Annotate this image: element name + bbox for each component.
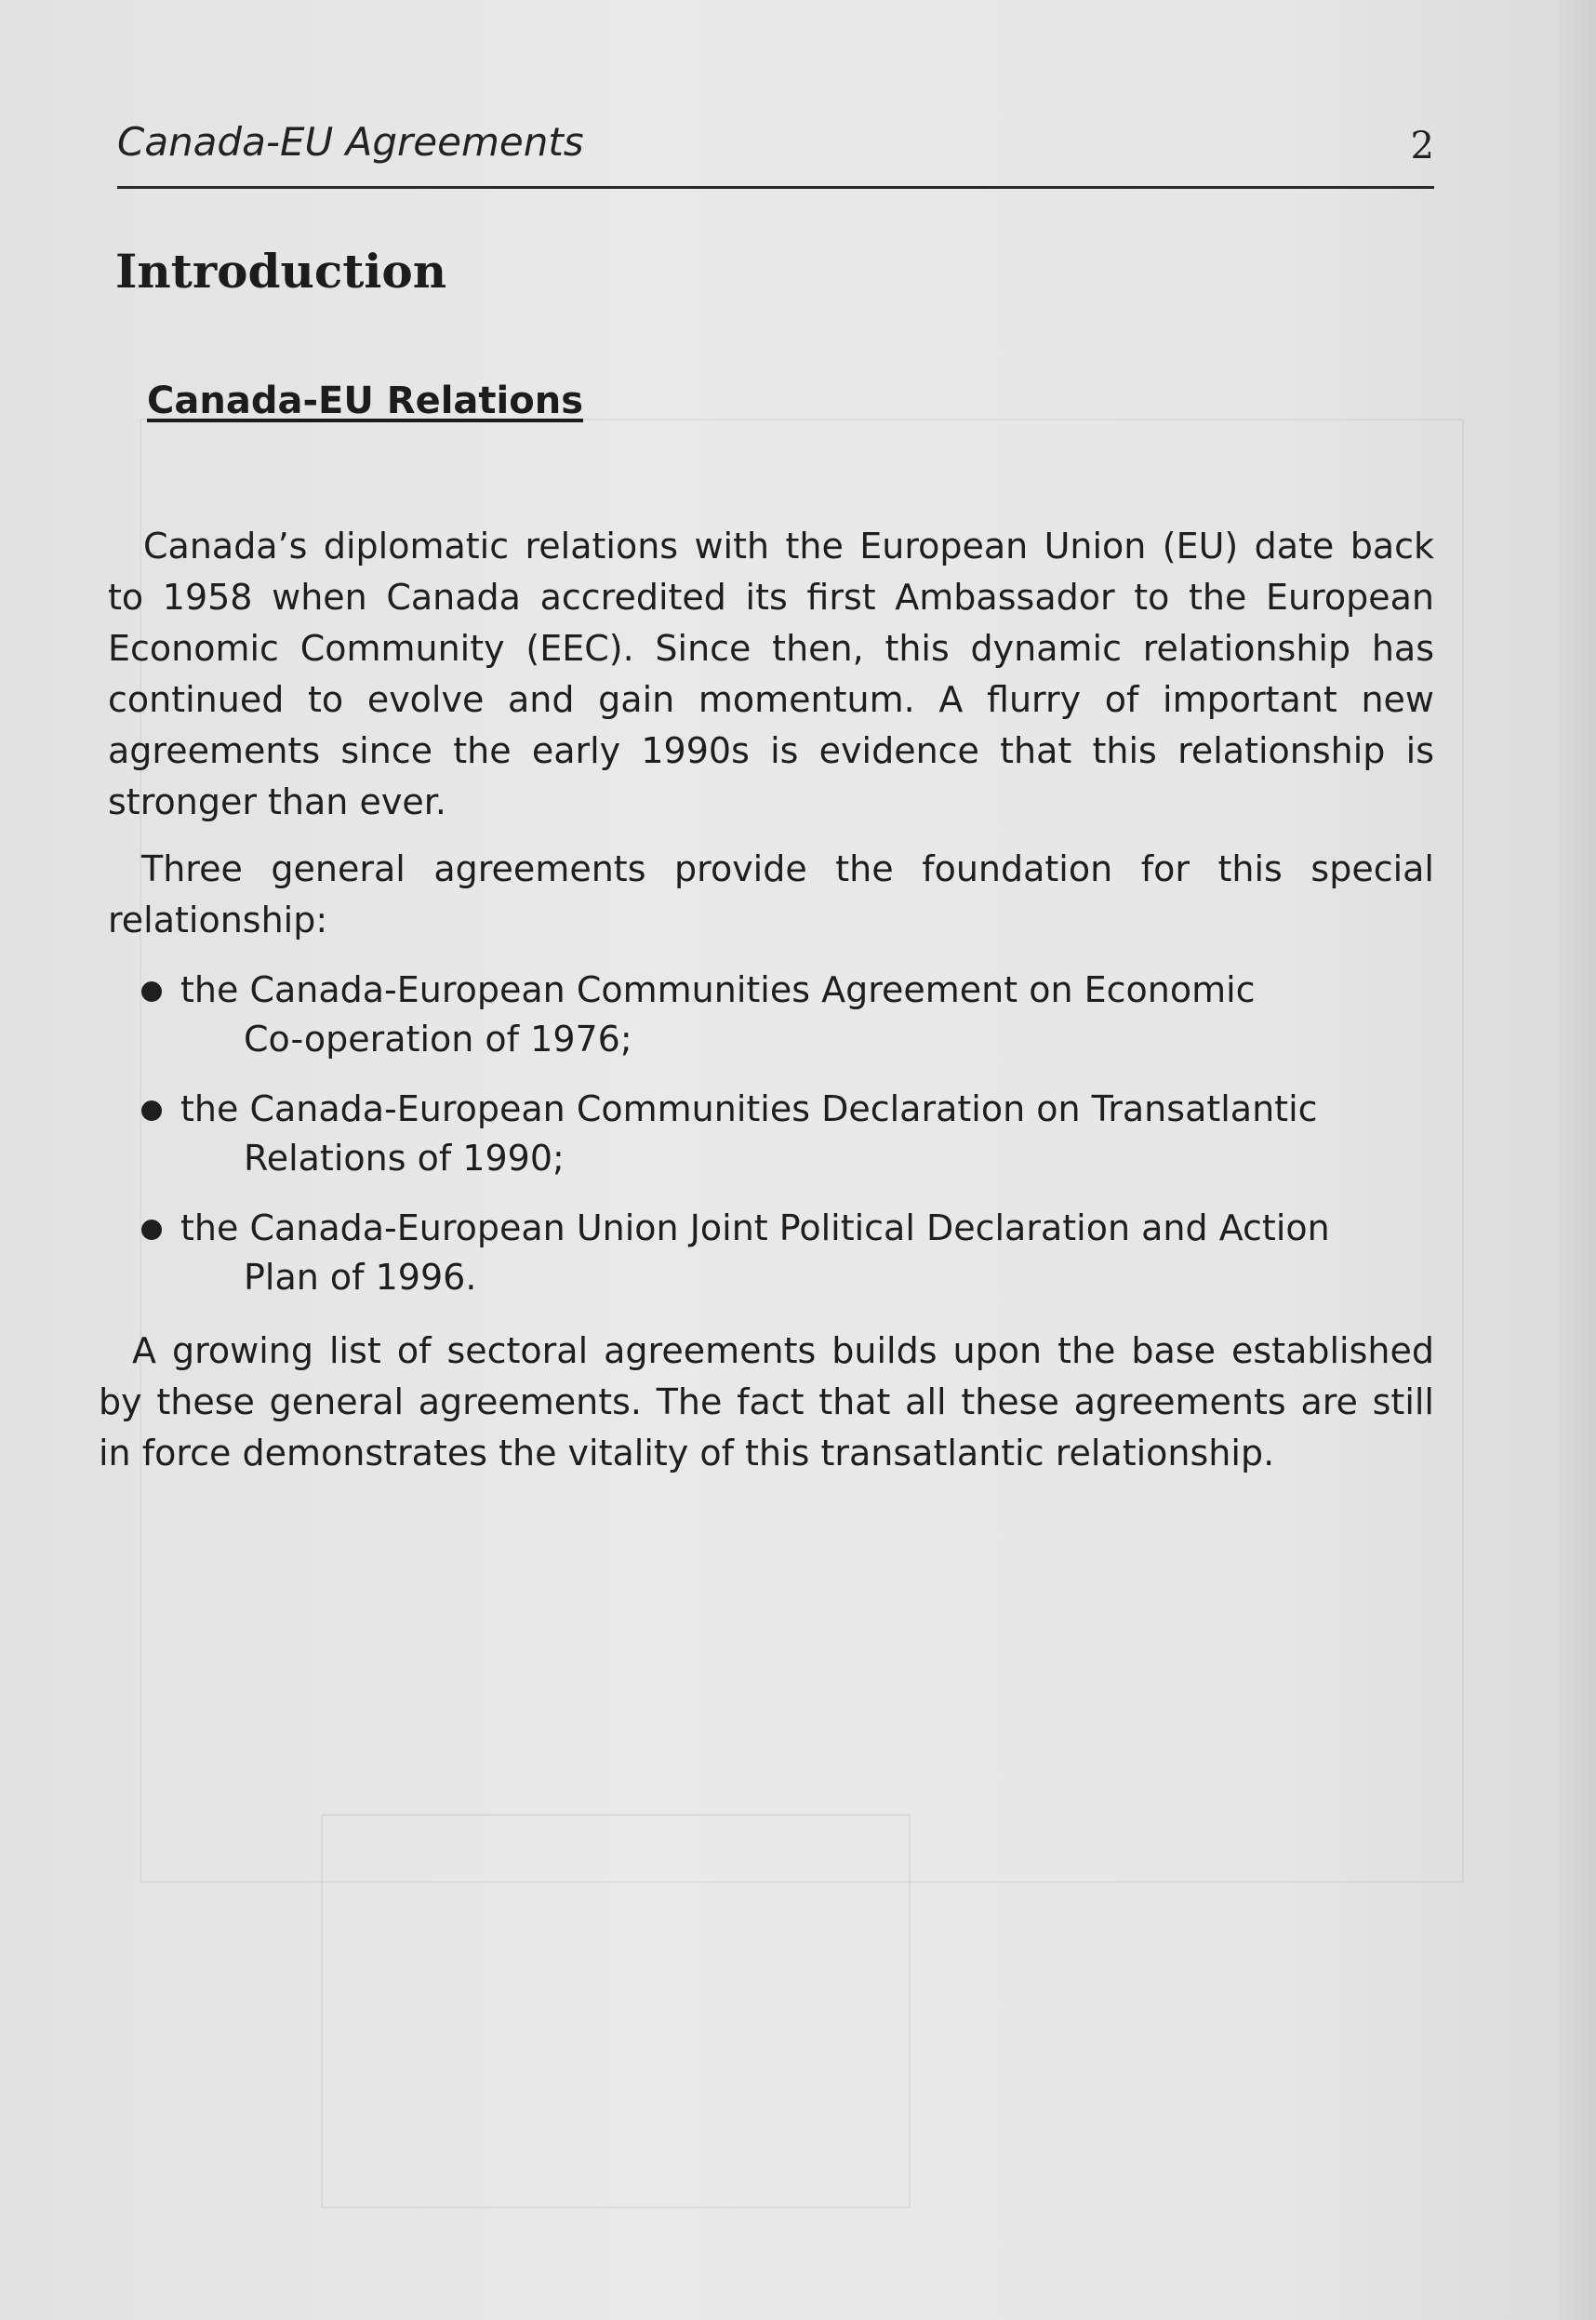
paragraph-intro: Canada’s diplomatic relations with the European Union (EU) date back to 1958 when Canada accredited its first Ambassador to the European Economic Community (EEC). Since then, this dynamic relationship has continued to evolve and gain momentum. A flurry of important new agreements since the early 1990s is evidence that this relationship is stronger than ever. xyxy=(108,526,1434,822)
running-header-title: Canada-EU Agreements xyxy=(117,119,584,165)
list-item-line: Plan of 1996. xyxy=(244,1257,477,1298)
list-item-line: the Canada-European Communities Declaration on Transatlantic xyxy=(180,1088,1318,1129)
list-item-line: Relations of 1990; xyxy=(244,1138,565,1179)
bullet-icon xyxy=(141,1220,162,1240)
agreements-list xyxy=(140,966,1349,1323)
running-header xyxy=(117,119,1434,171)
list-item xyxy=(140,1085,1349,1183)
list-item xyxy=(140,966,1349,1064)
header-rule xyxy=(117,186,1434,189)
paragraph-sectoral: A growing list of sectoral agreements builds upon the base established by these general agreements. The fact that all these agreements are still in force demonstrates the vitality of this transatlantic relationship. xyxy=(99,1330,1434,1473)
bleed-through-stamp xyxy=(321,1814,911,2208)
section-heading: Introduction xyxy=(115,244,447,299)
list-item-line: Co-operation of 1976; xyxy=(244,1019,632,1060)
bullet-icon xyxy=(141,981,162,1002)
bullet-icon xyxy=(141,1100,162,1121)
page-edge xyxy=(1559,0,1596,2320)
list-item-line: the Canada-European Communities Agreement on Economic xyxy=(180,969,1256,1010)
list-item xyxy=(140,1204,1349,1302)
paragraph-foundation: Three general agreements provide the foundation for this special relationship: xyxy=(108,848,1434,940)
list-item-line: the Canada-European Union Joint Political Declaration and Action xyxy=(180,1207,1330,1248)
subsection-heading: Canada-EU Relations xyxy=(147,380,584,422)
page-number: 2 xyxy=(1410,125,1434,167)
